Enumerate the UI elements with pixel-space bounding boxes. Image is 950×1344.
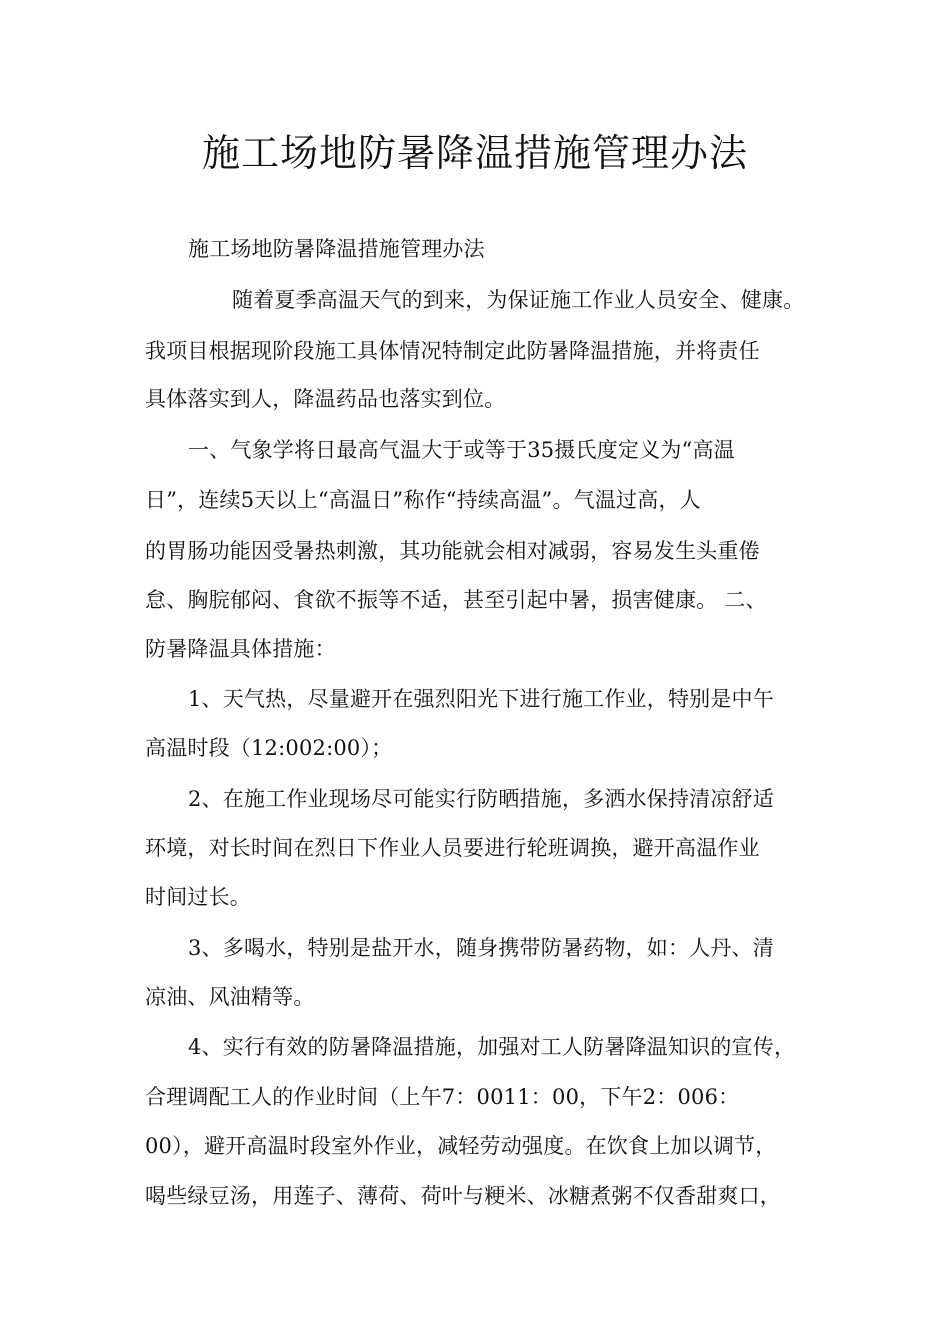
paragraph-line: 时间过长。 [145, 885, 251, 909]
paragraph-line: 凉油、风油精等。 [145, 985, 315, 1009]
paragraph-line: 环境，对长时间在烈日下作业人员要进行轮班调换，避开高温作业 [145, 836, 760, 860]
paragraph-line: 1、天气热，尽量避开在强烈阳光下进行施工作业，特别是中午 [188, 687, 774, 711]
paragraph-line: 合理调配工人的作业时间（上午7：0011：00，下午2：006： [145, 1085, 740, 1109]
paragraph-line: 高温时段（12:002:00）； [145, 736, 393, 760]
paragraph-line: 3、多喝水，特别是盐开水，随身携带防暑药物，如：人丹、清 [188, 936, 774, 960]
paragraph-line: 2、在施工作业现场尽可能实行防晒措施，多洒水保持清凉舒适 [188, 787, 774, 811]
paragraph-line: 我项目根据现阶段施工具体情况特制定此防暑降温措施，并将责任 [145, 339, 760, 363]
paragraph-line: 怠、胸脘郁闷、食欲不振等不适，甚至引起中暑，损害健康。 二、 [145, 588, 767, 612]
paragraph-line: 4、实行有效的防暑降温措施，加强对工人防暑降温知识的宣传， [188, 1035, 796, 1059]
paragraph-line: 防暑降温具体措施： [145, 637, 336, 661]
document-title: 施工场地防暑降温措施管理办法 [201, 131, 748, 175]
paragraph-line: 日”，连续5天以上“高温日”称作“持续高温”。气温过高，人 [145, 488, 701, 512]
paragraph-line: 随着夏季高温天气的到来，为保证施工作业人员安全、健康。 [232, 288, 805, 312]
paragraph-line: 一、气象学将日最高气温大于或等于35摄氏度定义为“高温 [188, 438, 735, 462]
subtitle-line: 施工场地防暑降温措施管理办法 [188, 237, 485, 261]
paragraph-line: 00），避开高温时段室外作业，减轻劳动强度。在饮食上加以调节， [145, 1134, 777, 1158]
paragraph-line: 的胃肠功能因受暑热刺激，其功能就会相对减弱，容易发生头重倦 [145, 539, 760, 563]
paragraph-line: 喝些绿豆汤，用莲子、薄荷、荷叶与粳米、冰糖煮粥不仅香甜爽口， [145, 1184, 781, 1208]
paragraph-line: 具体落实到人，降温药品也落实到位。 [145, 387, 506, 411]
